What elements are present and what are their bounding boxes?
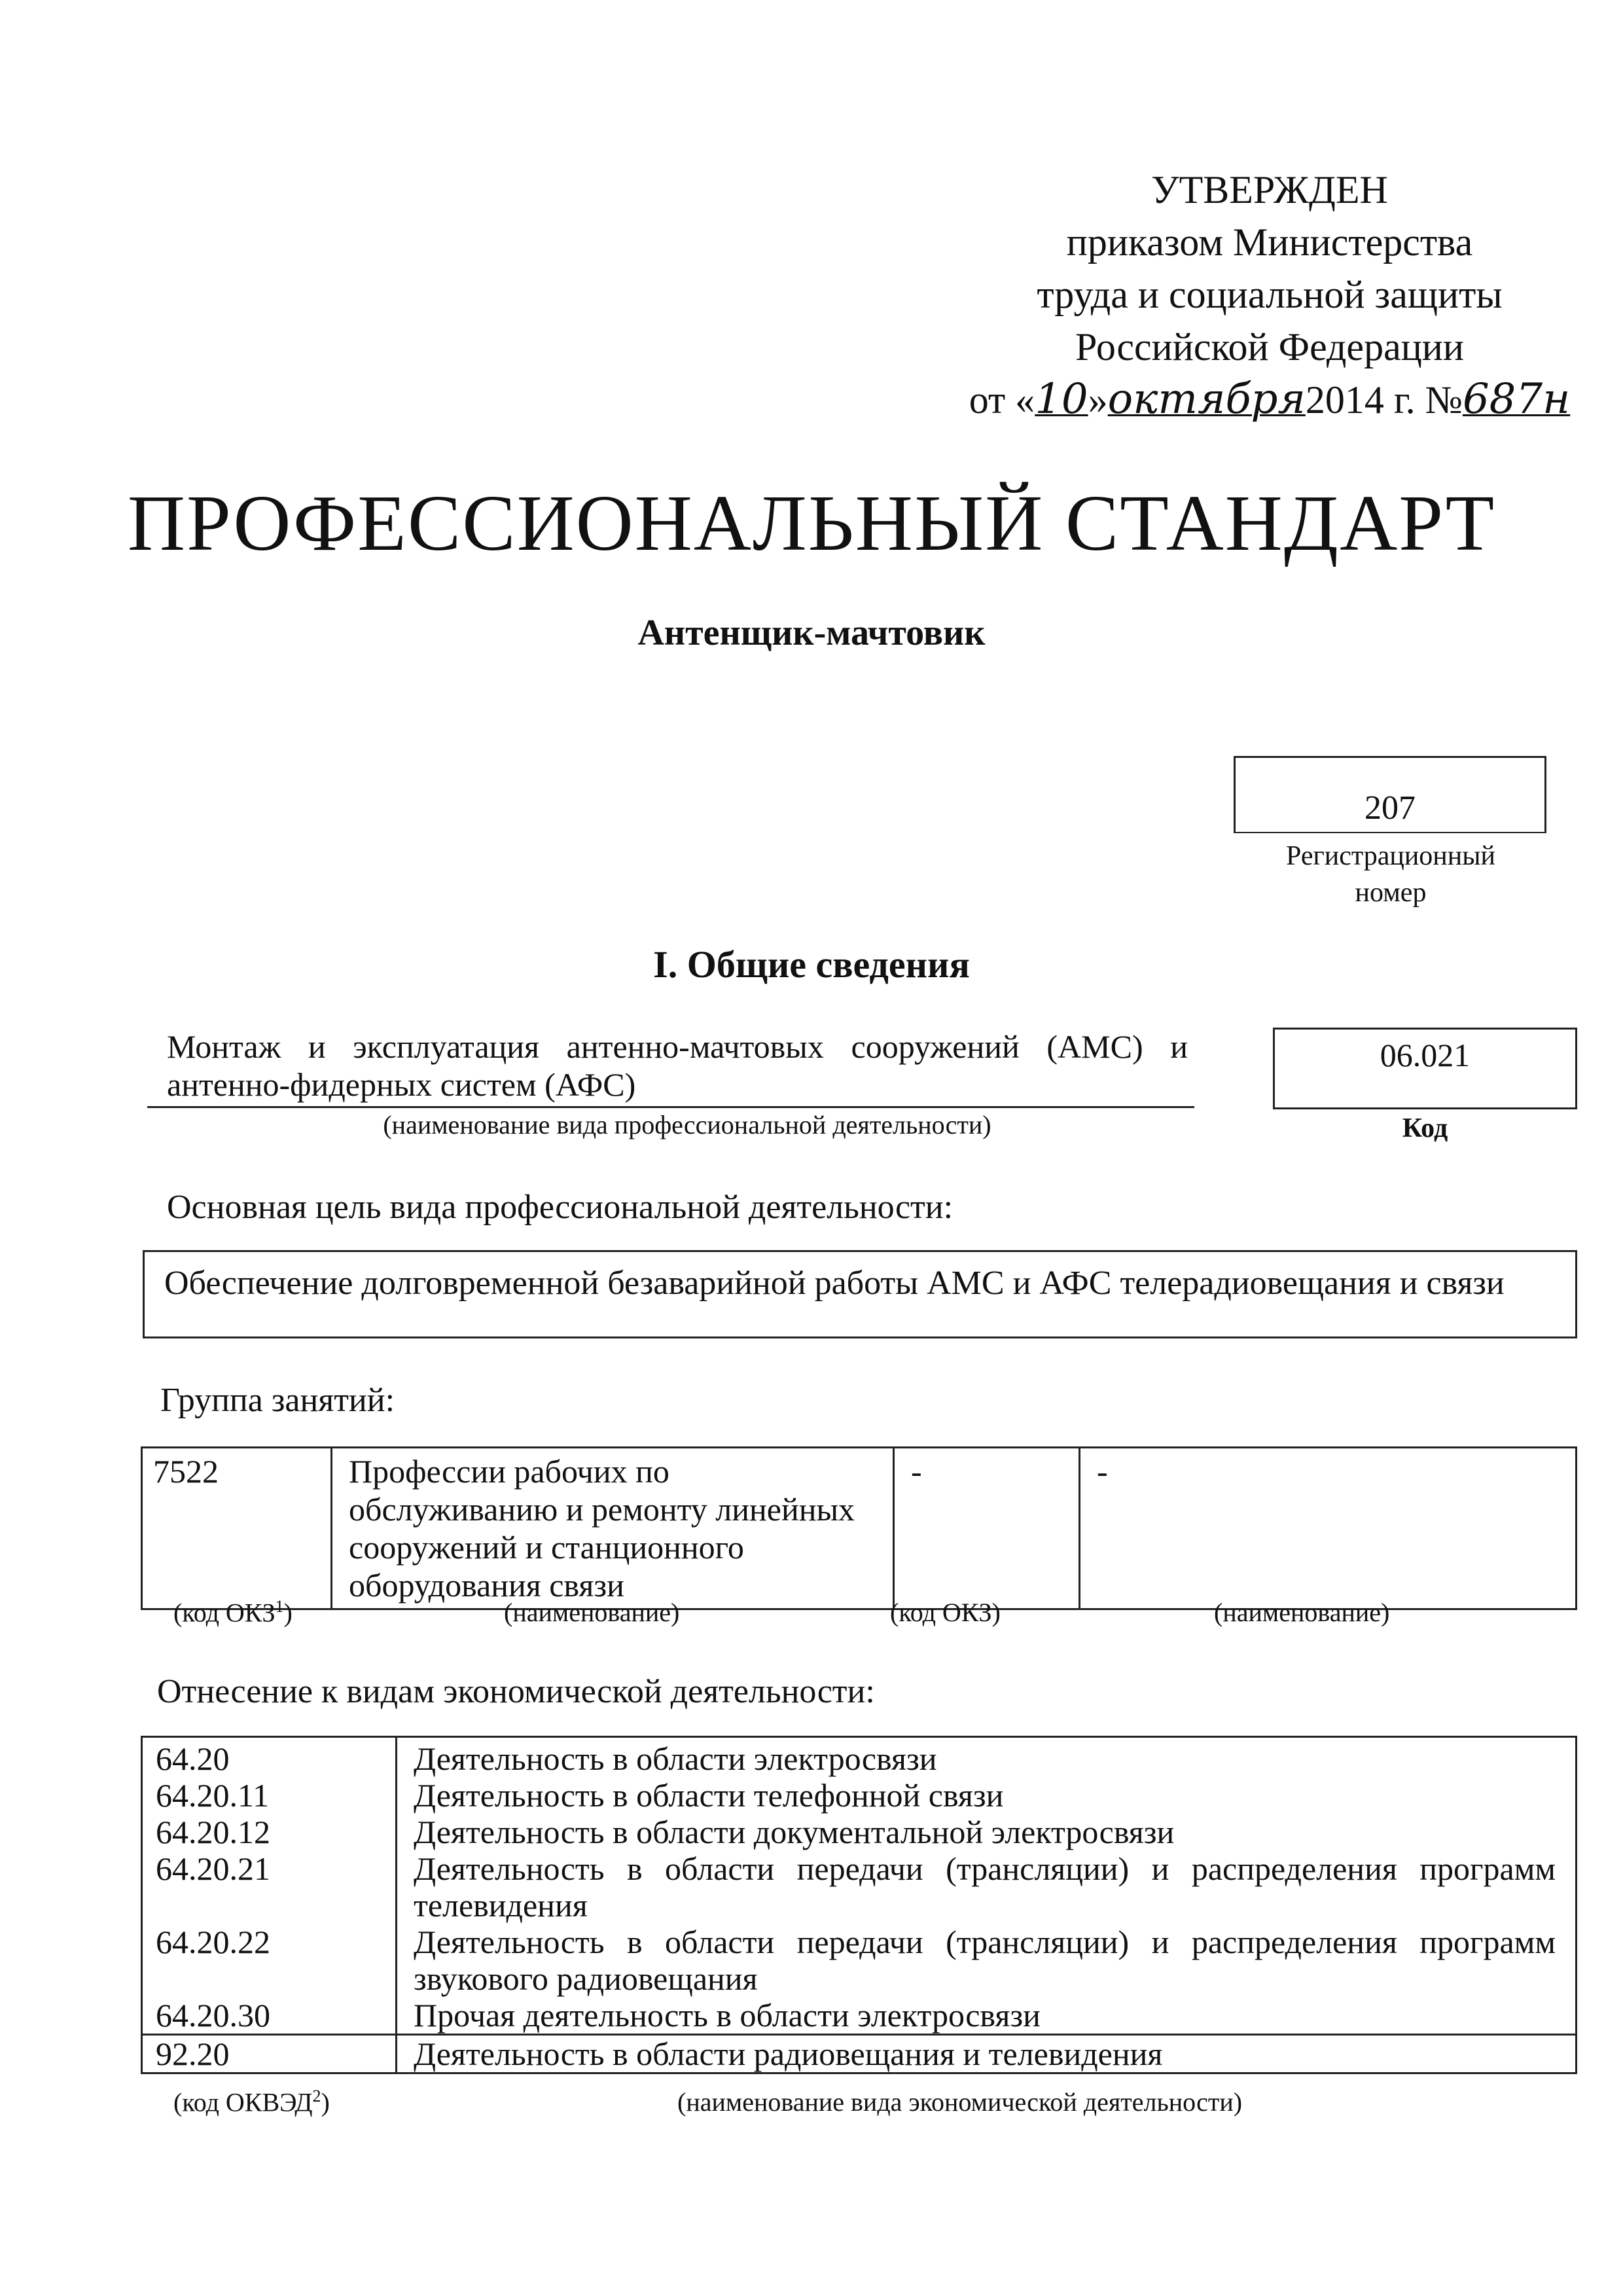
okved-name: Деятельность в области передачи (трансляции) и распределения программ звукового радиовещания <box>397 1924 1577 1997</box>
okved-name: Прочая деятельность в области электросвязи <box>397 1997 1577 2035</box>
table-row <box>142 1737 1577 1778</box>
okved-code: 64.20.12 <box>142 1814 397 1850</box>
table-row <box>142 1777 1577 1814</box>
economic-label: Отнесение к видам экономической деятельности: <box>157 1673 875 1710</box>
table-row <box>142 2035 1577 2073</box>
table-row <box>142 1814 1577 1850</box>
okved-code: 64.20 <box>142 1737 397 1778</box>
okved-code: 64.20.22 <box>142 1924 397 1997</box>
okved-code: 64.20.11 <box>142 1777 397 1814</box>
handwritten-month: октября <box>1107 375 1306 423</box>
occ-name-2: - <box>1080 1448 1577 1609</box>
profession-name: Антенщик-мачтовик <box>637 613 986 653</box>
okved-code: 64.20.30 <box>142 1997 397 2035</box>
okved-table <box>141 1736 1577 2074</box>
occupations-label: Группа занятий: <box>160 1382 395 1419</box>
occ-name-caption: (наименование) <box>504 1598 680 1627</box>
activity-code-caption: Код <box>1402 1113 1448 1143</box>
okved-code: 92.20 <box>142 2035 397 2073</box>
goal-label: Основная цель вида профессиональной деятельности: <box>167 1189 954 1226</box>
occ-code-2: - <box>894 1448 1080 1609</box>
okved-name: Деятельность в области электросвязи <box>397 1737 1577 1778</box>
table-row <box>142 1448 1577 1609</box>
handwritten-day: 10 <box>1035 375 1088 423</box>
occ-code2-caption: (код ОКЗ) <box>890 1598 1001 1627</box>
occ-code-1: 7522 <box>142 1448 332 1609</box>
document-title: ПРОФЕССИОНАЛЬНЫЙ СТАНДАРТ <box>127 479 1496 567</box>
activity-name-caption: (наименование вида профессиональной деятельности) <box>383 1110 991 1139</box>
date-year: 2014 г. № <box>1305 378 1463 422</box>
registration-caption: Регистрационный номер <box>1286 841 1495 908</box>
goal-text: Обеспечение долговременной безаварийной работы АМС и АФС телерадиовещания и связи <box>143 1250 1577 1338</box>
date-quote-close: » <box>1088 378 1108 422</box>
occ-name2-caption: (наименование) <box>1214 1598 1390 1627</box>
approval-date-line <box>969 373 1571 426</box>
approval-heading: УТВЕРЖДЕН <box>1151 168 1388 211</box>
table-row <box>142 1997 1577 2035</box>
activity-name: Монтаж и эксплуатация антенно-мачтовых сооружений (АМС) и антенно-фидерных систем (АФС) <box>167 1028 1188 1103</box>
registration-number: 207 <box>1364 789 1416 827</box>
approval-ministry-line: труда и социальной защиты <box>1037 273 1503 316</box>
table-row <box>142 1924 1577 1997</box>
handwritten-order-number: 687н <box>1462 375 1571 423</box>
okved-name: Деятельность в области радиовещания и телевидения <box>397 2035 1577 2073</box>
section-title: I. Общие сведения <box>653 943 970 986</box>
occ-name-1: Профессии рабочих по обслуживанию и ремонту линейных сооружений и станционного оборудования связи <box>332 1448 894 1609</box>
activity-underline <box>147 1106 1194 1108</box>
okved-code: 64.20.21 <box>142 1850 397 1924</box>
okved-name: Деятельность в области документальной электросвязи <box>397 1814 1577 1850</box>
date-prefix: от « <box>969 378 1035 422</box>
okved-name: Деятельность в области телефонной связи <box>397 1777 1577 1814</box>
occupations-table <box>141 1446 1577 1610</box>
occ-code-caption: (код ОКЗ$^1$) <box>173 1597 293 1628</box>
okved-name-caption: (наименование вида экономической деятельности) <box>677 2087 1243 2117</box>
approval-country-line: Российской Федерации <box>1075 325 1465 368</box>
activity-code: 06.021 <box>1273 1028 1577 1109</box>
approval-order-line: приказом Министерства <box>1066 221 1473 264</box>
table-row <box>142 1850 1577 1924</box>
okved-name: Деятельность в области передачи (трансляции) и распределения программ телевидения <box>397 1850 1577 1924</box>
okved-code-caption: (код ОКВЭД$^2$) <box>173 2087 330 2117</box>
approval-block <box>969 164 1571 426</box>
